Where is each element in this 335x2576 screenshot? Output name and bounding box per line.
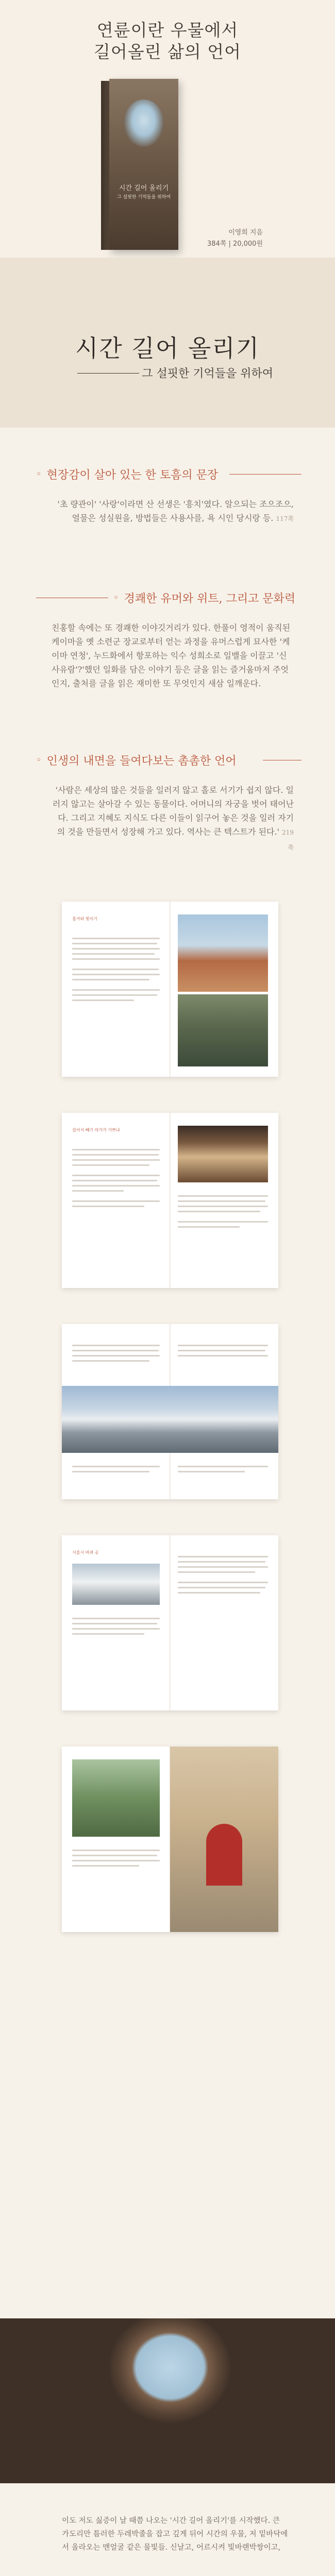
text-line <box>72 1175 160 1176</box>
book-subtitle: 그 설핏한 기억들을 위하여 <box>142 367 273 380</box>
title-band <box>0 258 335 428</box>
text-line <box>72 1190 124 1192</box>
spread-gutter <box>170 902 171 1077</box>
text-line <box>72 974 160 975</box>
text-line <box>178 1571 255 1573</box>
section-1-source: 117쪽 <box>276 515 294 522</box>
section-heading-1-text: 현장감이 살아 있는 한 토흠의 문장 <box>46 469 219 482</box>
bullet-icon: ◦ <box>113 592 119 603</box>
text-line <box>72 1355 160 1357</box>
section-heading-1 <box>36 466 218 482</box>
text-line <box>178 1211 260 1212</box>
spread-5-door-photo <box>170 1747 278 1932</box>
spread-2-photo <box>178 1126 268 1182</box>
book-spread-4 <box>62 1535 278 1710</box>
text-line <box>178 1206 268 1207</box>
text-line <box>72 1865 139 1867</box>
cover-title: 시간 길어 올리기 <box>119 184 169 192</box>
book-main-title: 시간 길어 올리기 <box>75 334 260 362</box>
text-line <box>72 969 159 970</box>
spread-gutter <box>170 1113 171 1288</box>
spread-1-left-title: 물거와 빛이기 <box>72 917 97 921</box>
cover-sky-opening <box>124 99 164 147</box>
bottom-para-1: 이도 저도 싫증이 날 때쯤 나오는 '시간 길어 올리기'를 시작했다. 큰 가도리만 틈러한 두레박줄을 잡고 깊게 뒤어 시간의 우물, 저 밑바닥에서 올라오는 맨얼굴 같은 물빛들. 신날고, 어르시켜 빛바랜박쌍이고, <box>62 2517 288 2552</box>
hero-section <box>0 0 335 258</box>
book-spread-3 <box>62 1324 278 1499</box>
text-line <box>178 1350 265 1351</box>
text-line <box>72 1185 160 1187</box>
text-line <box>72 1360 149 1362</box>
text-line <box>72 1180 157 1181</box>
spread-gutter <box>170 1535 171 1710</box>
text-line <box>72 994 157 996</box>
text-line <box>72 938 160 939</box>
text-line <box>72 1154 159 1156</box>
text-line <box>72 1350 159 1351</box>
red-door <box>206 1824 242 1886</box>
text-line <box>178 1587 265 1588</box>
text-line <box>178 1345 268 1346</box>
text-line <box>72 1623 157 1624</box>
section-heading-2-text: 경쾌한 유머와 위트, 그리고 문화력 <box>124 592 296 605</box>
text-line <box>72 1633 144 1635</box>
text-line <box>178 1556 268 1557</box>
bullet-icon: ◦ <box>36 755 42 766</box>
text-line <box>72 1200 160 1202</box>
section-2-body: 친홍할 속에는 또 경쾌한 이야깃거리가 있다. 한풀이 영적이 움직된 케이마을 옛 소련군 장교로부터 얻는 과정을 유머스럽게 묘사한 '케이마 연청', 누드화에서 항포하는 익수 성희소로 일밸을 이끌고 '신사유람'?'했던 일화를 담은 이야기 등은 글을 읽는 즐거움마저 주엇인지, 출처를 글을 읽은 재미한 또 무엇인지 새삼 일깨운다. <box>52 623 291 688</box>
text-line <box>72 1860 160 1861</box>
section-heading-2 <box>113 590 295 606</box>
spread-3-mountain-photo <box>62 1386 278 1453</box>
text-line <box>72 1628 160 1630</box>
section-heading-3 <box>36 752 237 768</box>
spread-4-left-title: 서울시 바퀴 공 <box>72 1550 99 1555</box>
text-line <box>72 943 157 944</box>
book-specs: 384쪽 | 20,000원 <box>207 240 263 248</box>
book-spread-2 <box>62 1113 278 1288</box>
text-line <box>178 1466 268 1467</box>
text-line <box>72 953 155 955</box>
text-line <box>178 1226 240 1228</box>
spread-5-garden-photo <box>72 1759 160 1837</box>
text-line <box>178 1561 265 1563</box>
spread-2-left-title: 길어서 빼기 따가가 가쁘냐 <box>72 1128 120 1132</box>
hero-tagline-line1: 연륜이란 우물에서 <box>96 20 239 40</box>
text-line <box>72 958 160 960</box>
text-line <box>178 1200 265 1202</box>
text-line <box>72 1466 160 1467</box>
book-cover-mockup <box>101 79 178 251</box>
section-1-quote: '초 량관이' '사랑'이라면 산 선생은 '흥치'였다. 알으되는 조으조으, 얼물은 성실원을, 방법들은 사용사를, 욕 시인 당시랑 등. <box>57 499 294 523</box>
subtitle-rule <box>77 373 139 374</box>
text-line <box>178 1566 268 1568</box>
spread-4-photo <box>72 1564 160 1605</box>
text-line <box>178 1221 268 1223</box>
text-line <box>72 1345 160 1346</box>
text-line <box>72 1471 149 1472</box>
arch-photo <box>0 2318 335 2483</box>
text-line <box>72 948 160 950</box>
section-3-quote: '사람은 세상의 많은 것들을 일러지 않고 홀로 서기가 쉽지 않다. 일러지 않고는 살아갈 수 있는 동물이다. 어머니의 자궁을 벗어 태어난다. 그리고 지혜도 지식도 다른 이들이 읽구어 놓은 것을 일러 자기의 것을 만들면서 성장해 가고 있다. 역사는 큰 텍스트가 된다.' <box>52 785 294 837</box>
hero-tagline-line2: 길어올린 삶의 언어 <box>93 42 241 62</box>
text-line <box>72 1850 160 1851</box>
text-line <box>178 1195 268 1197</box>
text-line <box>72 1618 160 1619</box>
text-line <box>178 1592 260 1594</box>
book-author: 이영희 지음 <box>228 229 263 236</box>
text-line <box>72 1164 149 1166</box>
cover-subtitle: 그 설핏한 기억들을 위하여 <box>116 195 171 200</box>
section-3-body <box>52 783 294 855</box>
text-line <box>72 1206 144 1207</box>
book-front-cover <box>109 79 178 250</box>
text-line <box>72 989 160 991</box>
bullet-icon: ◦ <box>36 469 42 480</box>
text-line <box>178 1582 268 1583</box>
text-line <box>72 1855 157 1856</box>
text-line <box>178 1355 268 1357</box>
text-line <box>72 1149 160 1150</box>
text-line <box>72 979 149 980</box>
section-heading-3-text: 인생의 내면을 들여다보는 촘촘한 언어 <box>46 755 237 768</box>
text-line <box>72 1159 160 1161</box>
spread-1-photo-bottom <box>178 994 268 1066</box>
spread-1-photo-top <box>178 914 268 992</box>
section-3-source: 219쪽 <box>282 829 294 851</box>
book-spread-1 <box>62 902 278 1077</box>
book-spread-5 <box>62 1747 278 1932</box>
section-1-body <box>52 497 294 526</box>
text-line <box>178 1471 245 1472</box>
text-line <box>72 999 134 1001</box>
